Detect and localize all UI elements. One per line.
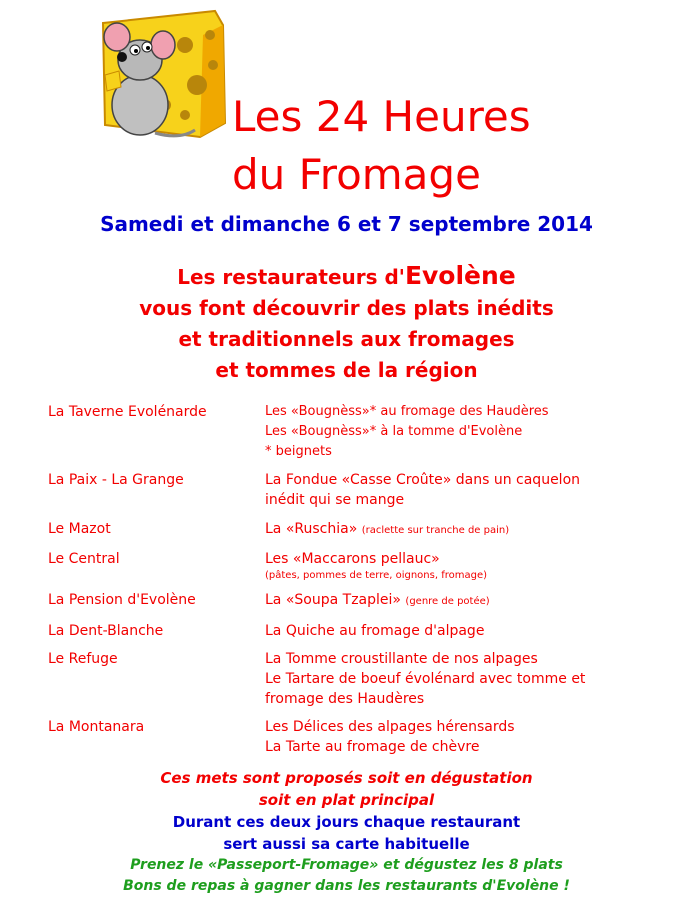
intro-prefix: Les restaurateurs d' [177,265,405,289]
dish: La «Soupa Tzaplei» [265,592,401,608]
intro-line-3: et traditionnels aux fromages [178,327,515,351]
dish-list [265,717,515,757]
footer-line: Ces mets sont proposés soit en dégustation [160,769,533,787]
dish: La Tarte au fromage de chèvre [265,739,480,755]
dish: Les Délices des alpages hérensards [265,719,515,735]
restaurant-row [48,649,668,709]
footer-line: sert aussi sa carte habituelle [223,835,470,853]
dish-list [265,470,580,510]
restaurant-name: Le Central [48,551,120,567]
dish: inédit qui se mange [265,492,405,508]
restaurant-row [48,590,668,612]
restaurant-row [48,402,668,462]
restaurant-name: Le Mazot [48,521,111,537]
restaurant-row [48,717,668,757]
dish-list [265,519,509,541]
dish: fromage des Haudères [265,691,425,707]
dish: Les «Bougnèss»* à la tomme d'Evolène [265,424,523,439]
dish-list [265,649,585,709]
restaurant-name: Le Refuge [48,651,118,667]
dish: Les «Bougnèss»* au fromage des Haudères [265,404,549,419]
dish: Le Tartare de boeuf évolénard avec tomme et [265,671,586,687]
intro-line-4: et tommes de la région [215,358,478,382]
dish-note: (pâtes, pommes de terre, oignons, fromage) [265,570,488,581]
restaurant-row [48,549,668,583]
dish: La Tomme croustillante de nos alpages [265,651,538,667]
restaurant-name: La Pension d'Evolène [48,592,196,608]
dish-list [265,621,484,641]
restaurant-name: La Dent-Blanche [48,623,164,639]
footer-notes [0,767,693,897]
dish-note: (raclette sur tranche de pain) [361,525,510,536]
passport-promo: Prenez le «Passeport-Fromage» et dégustez les 8 plats [130,857,563,873]
dish-list [265,402,549,462]
dish: La «Ruschia» [265,521,358,537]
dish-list [265,549,487,583]
title-line-2: du Fromage [232,150,481,199]
dish: La Fondue «Casse Croûte» dans un caquelon [265,472,581,488]
dish-note: (genre de potée) [405,596,490,607]
restaurant-name: La Montanara [48,719,145,735]
intro-text [0,260,693,386]
event-date: Samedi et dimanche 6 et 7 septembre 2014 [100,212,593,236]
dish: Les «Maccarons pellauc» [265,551,440,567]
meal-voucher-promo: Bons de repas à gagner dans les restaurants d'Evolène ! [123,878,570,894]
restaurant-row [48,519,668,541]
title-line-1: Les 24 Heures [232,92,531,141]
intro-line-2: vous font découvrir des plats inédits [139,296,554,320]
town-name: Evolène [404,261,516,290]
restaurant-name: La Paix - La Grange [48,472,184,488]
mouse-with-cheese-icon [85,5,235,143]
restaurant-menu-list [48,402,668,757]
dish: La Quiche au fromage d'alpage [265,623,485,639]
restaurant-row [48,470,668,510]
restaurant-row [48,621,668,641]
dish-footnote: * beignets [265,444,332,459]
dish-list [265,590,490,612]
footer-line: Durant ces deux jours chaque restaurant [172,813,521,831]
restaurant-name: La Taverne Evolénarde [48,404,207,420]
footer-line: soit en plat principal [258,791,435,809]
